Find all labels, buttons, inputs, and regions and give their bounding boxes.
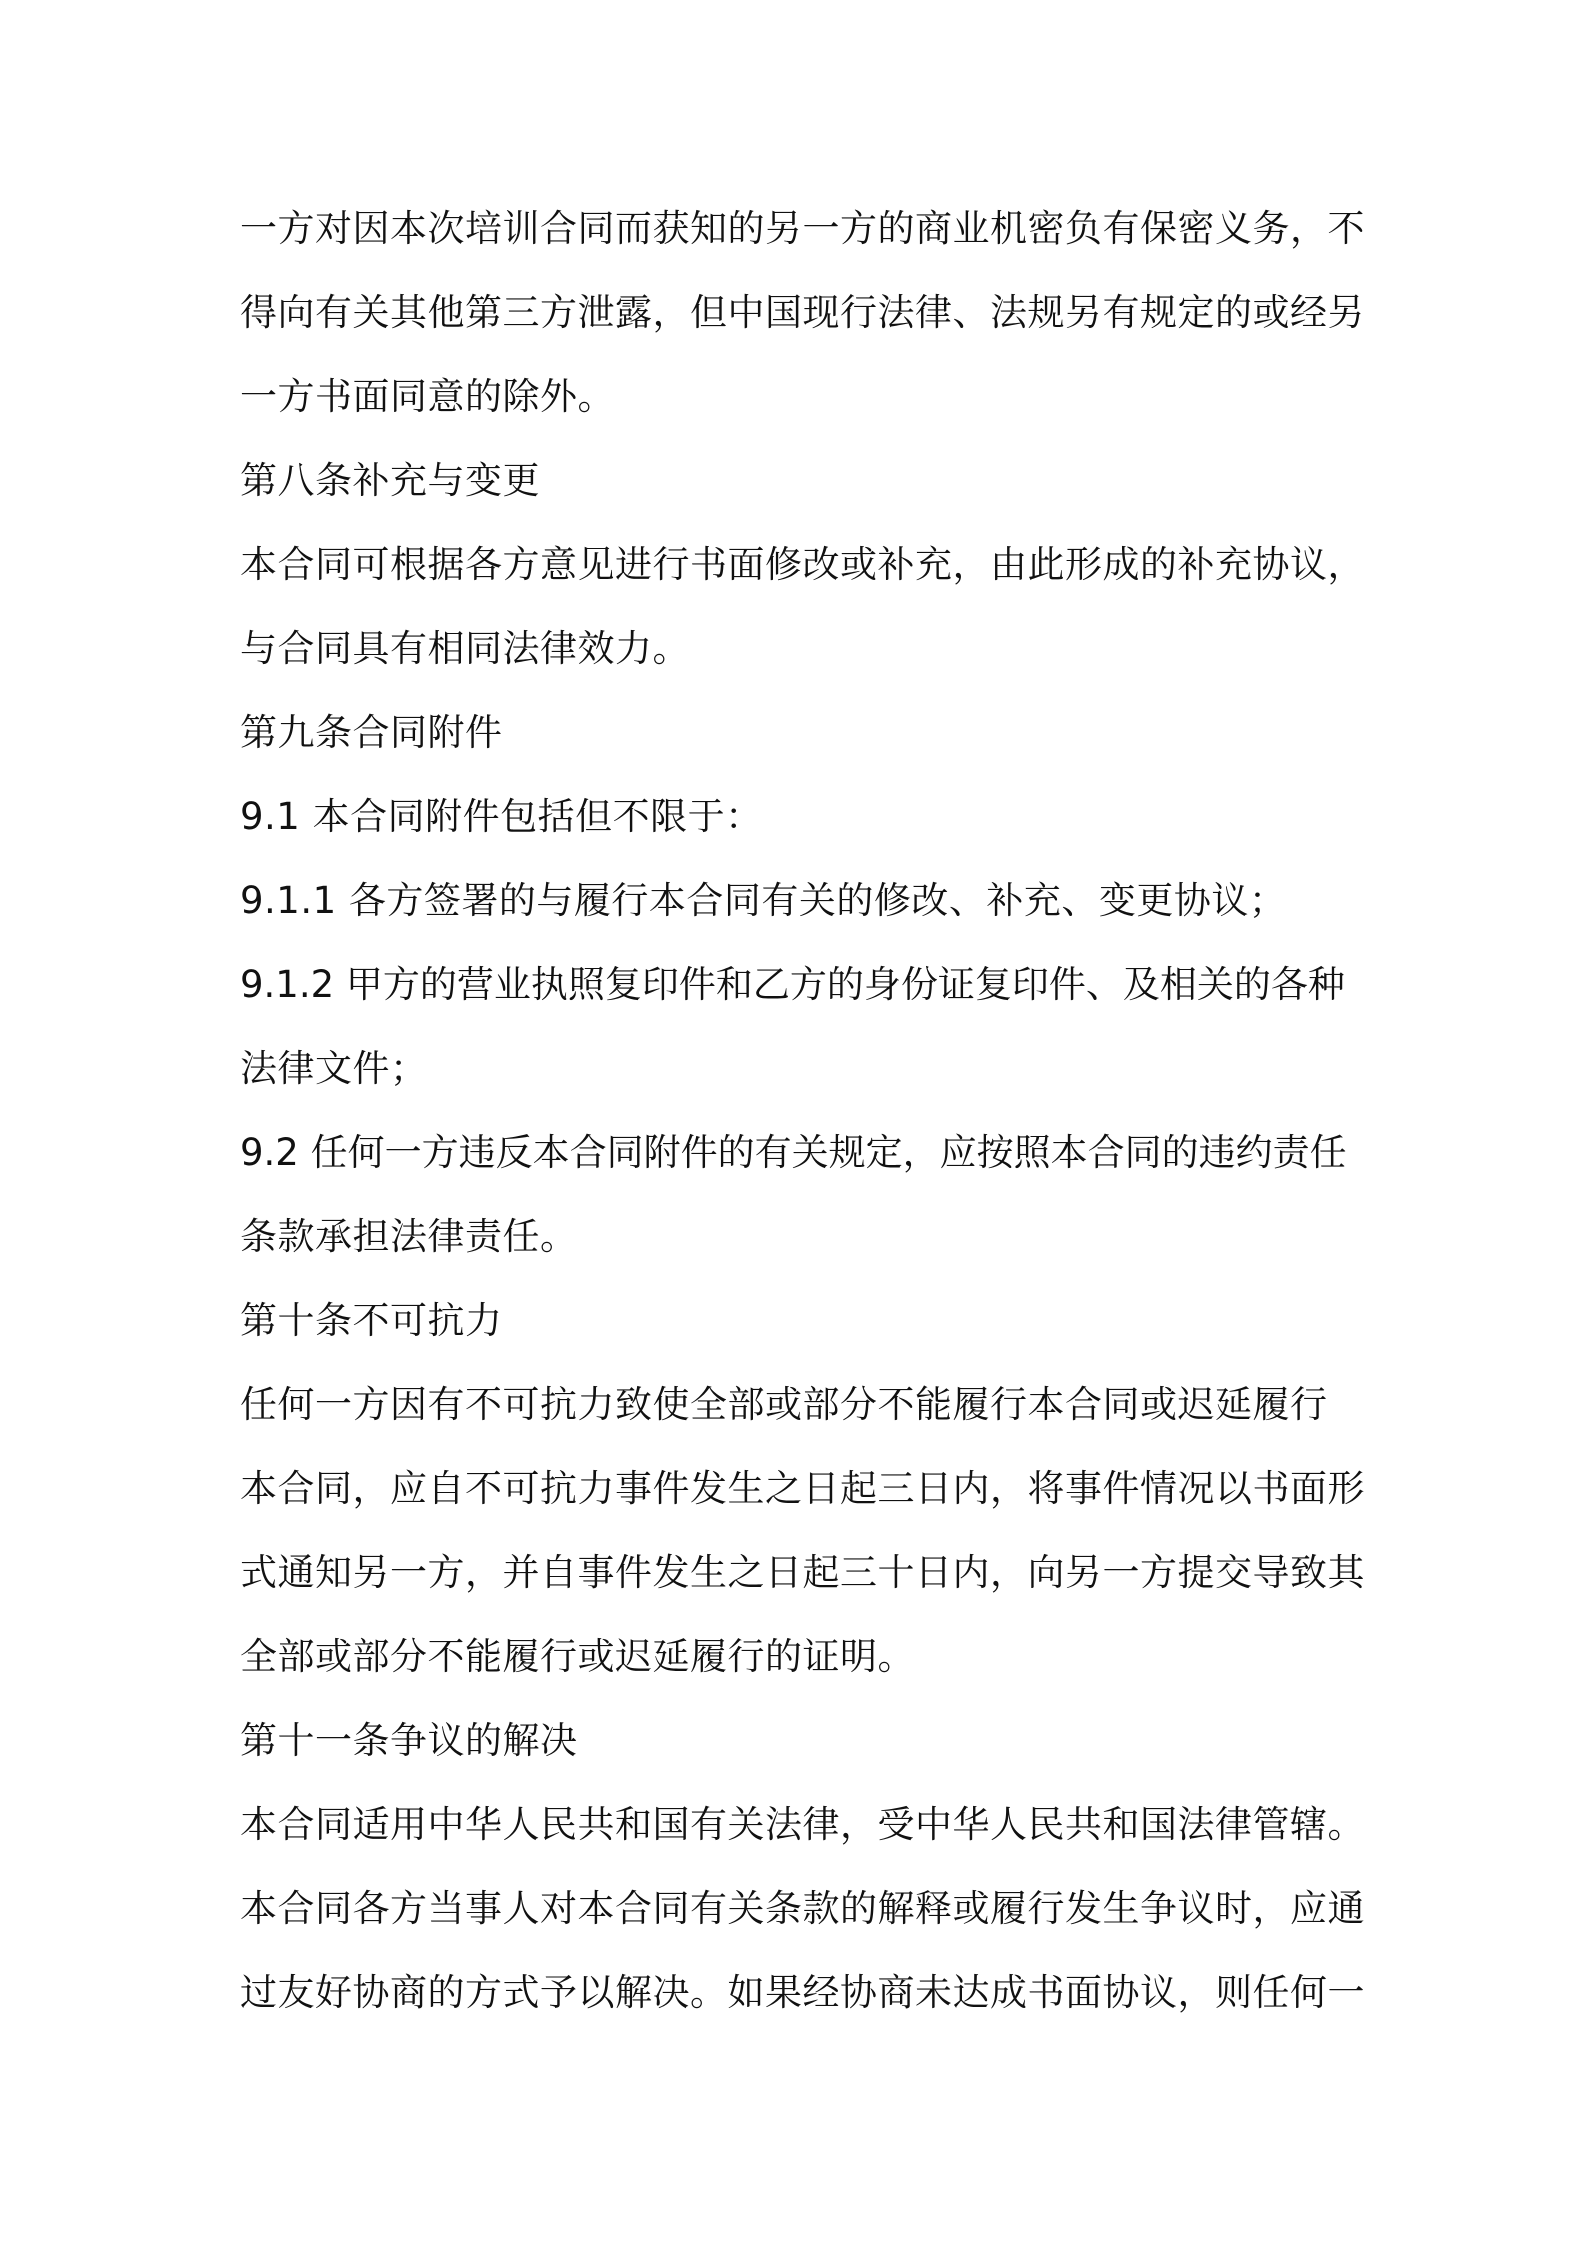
paragraph-line: 与合同具有相同法律效力。 [240,627,690,670]
clause-9-1-1: 9.1.1 各方签署的与履行本合同有关的修改、补充、变更协议； [240,879,1287,922]
paragraph-line: 一方书面同意的除外。 [240,375,615,418]
clause-9-1-2: 9.1.2 甲方的营业执照复印件和乙方的身份证复印件、及相关的各种 [240,963,1345,1006]
clause-9-1: 9.1 本合同附件包括但不限于： [240,795,763,838]
paragraph-line: 过友好协商的方式予以解决。如果经协商未达成书面协议，则任何一 [240,1971,1365,2014]
paragraph-line: 本合同适用中华人民共和国有关法律，受中华人民共和国法律管辖。 [240,1803,1365,1846]
section-heading-article-9: 第九条合同附件 [240,711,503,754]
paragraph-line: 得向有关其他第三方泄露，但中国现行法律、法规另有规定的或经另 [240,291,1365,334]
paragraph-line: 本合同，应自不可抗力事件发生之日起三日内，将事件情况以书面形 [240,1467,1365,1510]
paragraph-line: 一方对因本次培训合同而获知的另一方的商业机密负有保密义务，不 [240,207,1365,250]
section-heading-article-8: 第八条补充与变更 [240,459,540,502]
paragraph-line: 条款承担法律责任。 [240,1215,578,1258]
clause-9-2: 9.2 任何一方违反本合同附件的有关规定，应按照本合同的违约责任 [240,1131,1347,1174]
paragraph-line: 法律文件； [240,1047,428,1090]
section-heading-article-11: 第十一条争议的解决 [240,1719,578,1762]
paragraph-line: 本合同可根据各方意见进行书面修改或补充，由此形成的补充协议， [240,543,1365,586]
document-body [240,200,1365,2048]
paragraph-line: 本合同各方当事人对本合同有关条款的解释或履行发生争议时，应通 [240,1887,1365,1930]
paragraph-line: 式通知另一方，并自事件发生之日起三十日内，向另一方提交导致其 [240,1551,1365,1594]
paragraph-line: 任何一方因有不可抗力致使全部或部分不能履行本合同或迟延履行 [240,1383,1328,1426]
paragraph-line: 全部或部分不能履行或迟延履行的证明。 [240,1635,915,1678]
section-heading-article-10: 第十条不可抗力 [240,1299,503,1342]
